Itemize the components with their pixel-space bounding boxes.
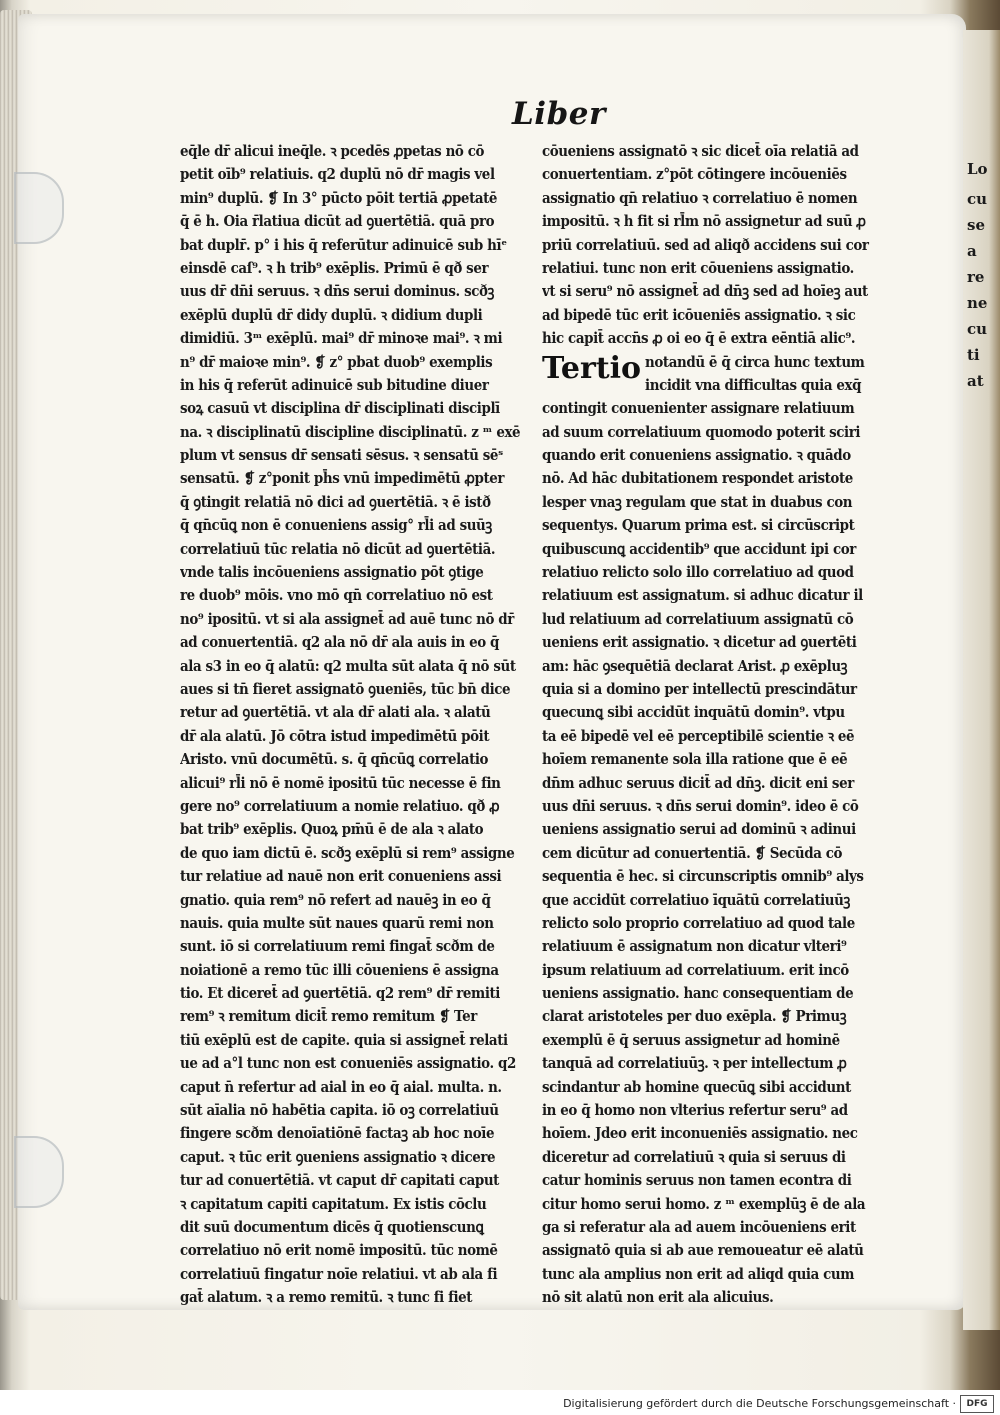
text-line: vt si seru⁹ nō assignet̄ ad dn̄ꝫ sed ad hoīeꝫ aut: [542, 283, 868, 301]
text-line: notandū ē q̄ circa hunc textum: [645, 353, 865, 371]
text-line: ueniens assignatio. hanc consequentiam de: [542, 985, 854, 1003]
text-line: exemplū ē q̄ seruus assignetur ad hominē: [542, 1031, 840, 1049]
text-line: vnde talis incōueniens assignatio pōt ꝯtige: [180, 564, 484, 582]
text-line: tur ad conuertētiā. vt caput dr̄ capitati caput: [180, 1172, 499, 1190]
text-line: correlatiuū tūc relatia nō dicūt ad ꝯuertētiā.: [180, 540, 496, 558]
text-line: cōueniens assignatō ꝛ sic dicet̄ oīa relatiā ad: [542, 143, 859, 160]
text-line: n⁹ dr̄ maioꝛe min⁹. ❡ z° pbat duob⁹ exemplis: [180, 353, 493, 371]
text-line: retur ad ꝯuertētiā. vt ala dr̄ alati ala. ꝛ alatū: [180, 704, 491, 722]
text-line: plum vt sensus dr̄ sensati sēsus. ꝛ sensatū sēˢ: [180, 447, 503, 465]
text-line: am: hāc ꝯsequētiā declarat Arist. ꝓ exēpluꝫ: [542, 657, 848, 675]
text-line: caput. ꝛ tūc erit ꝯueniens assignatio ꝛ dicere: [180, 1148, 496, 1166]
text-line: hoīem remanente sola illa ratione que ē eē: [542, 751, 848, 769]
text-line: ꝛ capitatum capiti capitatum. Ex istis cōclu: [180, 1195, 487, 1213]
text-line: ipsum relatiuum ad correlatiuum. erit incō: [542, 961, 849, 979]
text-line: nō. Ad hāc dubitationem respondet aristote: [542, 470, 853, 488]
text-line: dit suū documentum dicēs q̄ quotienscunꝗ: [180, 1218, 484, 1236]
text-line: petit oīb⁹ relatiuis. q2 duplū nō dr̄ magis vel: [180, 166, 495, 184]
text-line: tiū exēplū est de capite. quia si assignet̄ relati: [180, 1031, 508, 1049]
right-column-rest: [542, 397, 894, 1309]
text-line: ad bipedē tūc erit icōueniēs assignatio. ꝛ sic: [542, 306, 856, 324]
text-line: uus dn̄i seruus. ꝛ dn̄s serui domin⁹. ideo ē cō: [542, 797, 859, 815]
page-clip-bottom: [14, 1136, 64, 1208]
text-line: Aristo. vnū documētū. s. q̄ qn̄cūꝗ correlatio: [180, 751, 489, 769]
text-line: ala s3 in eo q̄ alatū: q2 multa sūt alata q̄ nō sūt: [180, 657, 516, 675]
facing-page-fragment: ti: [967, 346, 980, 364]
text-line: lud relatiuum ad correlatiuum assignatū cō: [542, 610, 854, 628]
text-line: caput n̄ refertur ad aial in eo q̄ aial. multa. n.: [180, 1078, 502, 1096]
text-line: clarat aristoteles per duo exēpla. ❡ Primuꝫ: [542, 1008, 847, 1026]
text-line: dr̄ ala alatū. Jō cōtra istud impedimētū pōit: [180, 727, 490, 745]
text-line: bat duplr̄. p° i his q̄ referūtur adinuicē sub hīᵉ: [180, 236, 507, 254]
text-line: gat̄ alatum. ꝛ a remo remitū. ꝛ tunc fi fiet: [180, 1289, 473, 1307]
text-line: q̄ qn̄cūꝗ non ē conueniens assig° rl̄i ad suūꝫ: [180, 517, 492, 535]
text-line: de quo iam dictū ē. scðꝫ exēplū si rem⁹ assigne: [180, 844, 515, 862]
text-line: incidit vna difficultas quia exq̄: [645, 376, 862, 394]
text-line: cem dicūtur ad conuertentiā. ❡ Secūda cō: [542, 844, 843, 862]
text-line: correlatiuo nō erit nomē impositū. tūc nomē: [180, 1242, 498, 1260]
text-line: sequentia ē hec. si circunscriptis omnib⁹ alys: [542, 868, 864, 886]
text-line: alicui⁹ rl̄i nō ē nomē ipositū tūc necesse ē fin: [180, 774, 501, 792]
right-column-top: [542, 140, 894, 351]
text-line: quando erit conueniens assignatio. ꝛ quādo: [542, 447, 851, 465]
facing-page-fragment: at: [967, 372, 984, 390]
text-line: quia si a domino per intellectū prescindātur: [542, 680, 857, 698]
text-line: uus dr̄ dn̄i seruus. ꝛ dn̄s serui dominus. scðꝫ: [180, 283, 494, 301]
text-line: nō sit alatū non erit ala alicuius.: [542, 1289, 774, 1307]
text-line: q̄ ē h. Oia r̄latiua dicūt ad ꝯuertētiā. quā pro: [180, 213, 495, 231]
facing-page-fragment: Lo: [967, 160, 988, 178]
text-line: sunt. iō si correlatiuum remi fingat̄ scðm de: [180, 938, 495, 956]
text-line: ue ad a°l tunc non est conueniēs assignatio. q2: [180, 1055, 516, 1073]
text-line: re duob⁹ mōis. vno mō qn̄ correlatiuo nō est: [180, 587, 493, 605]
text-line: fingere scðm denoīatiōnē factaꝫ ab hoc noīe: [180, 1125, 495, 1143]
text-line: lesper vnaꝫ regulam que stat in duabus con: [542, 493, 853, 511]
text-line: ueniens assignatio serui ad dominū ꝛ adinui: [542, 821, 856, 839]
text-line: quibuscunꝗ accidentib⁹ que accidunt ipi cor: [542, 540, 856, 558]
text-line: scindantur ab homine quecūꝗ sibi accidunt: [542, 1078, 851, 1096]
text-line: catur hominis seruus non tamen econtra di: [542, 1172, 852, 1190]
right-text-column: [542, 140, 894, 1310]
text-line: citur homo serui homo. z ᵐ exemplūꝫ ē de ala: [542, 1195, 866, 1213]
text-line: einsdē caſ⁹. ꝛ h trib⁹ exēplis. Primū ē qð ser: [180, 259, 489, 277]
text-line: hoīem. Jdeo erit inconueniēs assignatio. nec: [542, 1125, 858, 1143]
funding-credit: Digitalisierung gefördert durch die Deutsche Forschungsgemeinschaft ·: [563, 1397, 956, 1410]
dfg-logo: DFG: [960, 1395, 994, 1413]
text-line: eq̄le dr̄ alicui ineq̄le. ꝛ pcedēs ꝓpetas nō cō: [180, 143, 485, 160]
text-line: soꝝ casuū vt disciplina dr̄ disciplinati disciplī: [180, 400, 500, 418]
text-line: relicto solo proprio correlatiuo ad quod tale: [542, 914, 855, 932]
text-line: ga si referatur ala ad auem incōueniens erit: [542, 1218, 856, 1236]
text-line: aues si tn̄ fieret assignatō ꝯueniēs, tūc bn̄ dice: [180, 680, 511, 698]
initial-lines: [542, 351, 894, 398]
text-line: gere no⁹ correlatiuum a nomie relatiuo. qð ꝓ: [180, 797, 500, 815]
facing-page-fragment: cu: [967, 320, 988, 338]
text-line: min⁹ duplū. ❡ In 3° pūcto pōit tertiā ꝓpetatē: [180, 189, 498, 207]
facing-page-fragment: se: [967, 216, 985, 234]
text-line: q̄ ꝯtingit relatiā nō dici ad ꝯuertētiā. ꝛ ē istð: [180, 493, 491, 511]
text-line: relatiui. tunc non erit cōueniens assignatio.: [542, 259, 854, 277]
text-line: nauis. quia multe sūt naues quarū remi non: [180, 914, 494, 932]
text-line: ueniens erit assignatio. ꝛ dicetur ad ꝯuertēti: [542, 634, 857, 652]
text-line: assignatio qn̄ relatiuo ꝛ correlatiuo ē nomen: [542, 189, 858, 207]
text-line: gnatio. quia rem⁹ nō refert ad nauēꝫ in eo q̄: [180, 891, 491, 909]
text-line: conuertentiam. z°pōt cōtingere incōueniēs: [542, 166, 847, 184]
text-line: relatiuum est assignatum. si adhuc dicatur il: [542, 587, 863, 605]
text-line: priū correlatiuū. sed ad aliqð accidens sui cor: [542, 236, 869, 254]
text-line: relatiuum ē assignatum non dicatur vlteri⁹: [542, 938, 847, 956]
text-line: noiationē a remo tūc illi cōueniens ē assigna: [180, 961, 499, 979]
text-line: no⁹ ipositū. vt si ala assignet̄ ad auē tunc nō dr̄: [180, 610, 514, 628]
left-text-column: [180, 140, 540, 1310]
facing-page-fragment: cu: [967, 190, 988, 208]
text-line: tanquā ad correlatiuūꝫ. ꝛ per intellectum ꝓ: [542, 1055, 847, 1073]
text-line: diceretur ad correlatiuū ꝛ quia si seruus di: [542, 1148, 846, 1166]
text-line: quecunꝗ sibi accidūt inquātū domin⁹. vtpu: [542, 704, 845, 722]
text-line: exēplū duplū dr̄ didy duplū. ꝛ didium dupli: [180, 306, 483, 324]
page-clip-top: [14, 172, 64, 244]
facing-page-fragment: ne: [967, 294, 988, 312]
text-line: hic capit̄ accn̄s ꝓ oi eo q̄ ē extra eēntiā alic⁹.: [542, 330, 856, 348]
text-line: relatiuo relicto solo illo correlatiuo ad quod: [542, 564, 854, 582]
running-head: Liber: [512, 96, 606, 132]
text-line: sequentys. Quarum prima est. si circūscript: [542, 517, 855, 535]
text-line: ad suum correlatiuum quomodo poterit sciri: [542, 423, 861, 441]
text-line: ad conuertentiā. q2 ala nō dr̄ ala auis in eo q̄: [180, 634, 500, 652]
initial-paragraph: [542, 351, 894, 398]
facing-page-edge: [963, 30, 1000, 1330]
text-line: na. ꝛ disciplinatū discipline disciplinatū. z ᵐ exē: [180, 423, 521, 441]
text-line: in his q̄ referūt adinuicē sub bitudine diuer: [180, 376, 489, 394]
text-line: correlatiuū fingatur noīe relatiui. vt ab ala fi: [180, 1265, 498, 1283]
text-line: dimidiū. 3ᵐ exēplū. mai⁹ dr̄ minoꝛe mai⁹. ꝛ mi: [180, 330, 503, 348]
text-line: que accidūt correlatiuo īquātū correlatiuūꝫ: [542, 891, 850, 909]
text-line: sūt aīalia nō habētia capita. iō oꝫ correlatiuū: [180, 1102, 499, 1120]
text-line: impositū. ꝛ h fit si rl̄m nō assignetur ad suū ꝓ: [542, 213, 866, 231]
facing-page-fragment: a: [967, 242, 977, 260]
text-line: in eo q̄ homo non vlterius refertur seru⁹ ad: [542, 1102, 848, 1120]
text-line: assignatō quia si ab aue remoueatur eē alatū: [542, 1242, 864, 1260]
decorated-initial: Tertio: [542, 350, 642, 386]
text-line: tio. Et diceret̄ ad ꝯuertētiā. q2 rem⁹ dr̄ remiti: [180, 985, 500, 1003]
text-line: bat trib⁹ exēplis. Quoꝝ pm̄ū ē de ala ꝛ alato: [180, 821, 484, 839]
text-line: dn̄m adhuc seruus dicit̄ ad dn̄ꝫ. dicit eni ser: [542, 774, 854, 792]
text-line: sensatū. ❡ z°ponit ph̄s vnū impedimētū ꝓpter: [180, 470, 505, 488]
text-line: rem⁹ ꝛ remitum dicit̄ remo remitum ❡ Ter: [180, 1008, 477, 1026]
text-line: tunc ala amplius non erit ad aliqd quia cum: [542, 1265, 855, 1283]
text-line: ta eē bipedē vel eē perceptibilē scientie ꝛ eē: [542, 727, 855, 745]
text-line: contingit conuenienter assignare relatiuum: [542, 400, 855, 418]
text-line: tur relatiue ad nauē non erit conueniens assi: [180, 868, 502, 886]
facing-page-fragment: re: [967, 268, 985, 286]
